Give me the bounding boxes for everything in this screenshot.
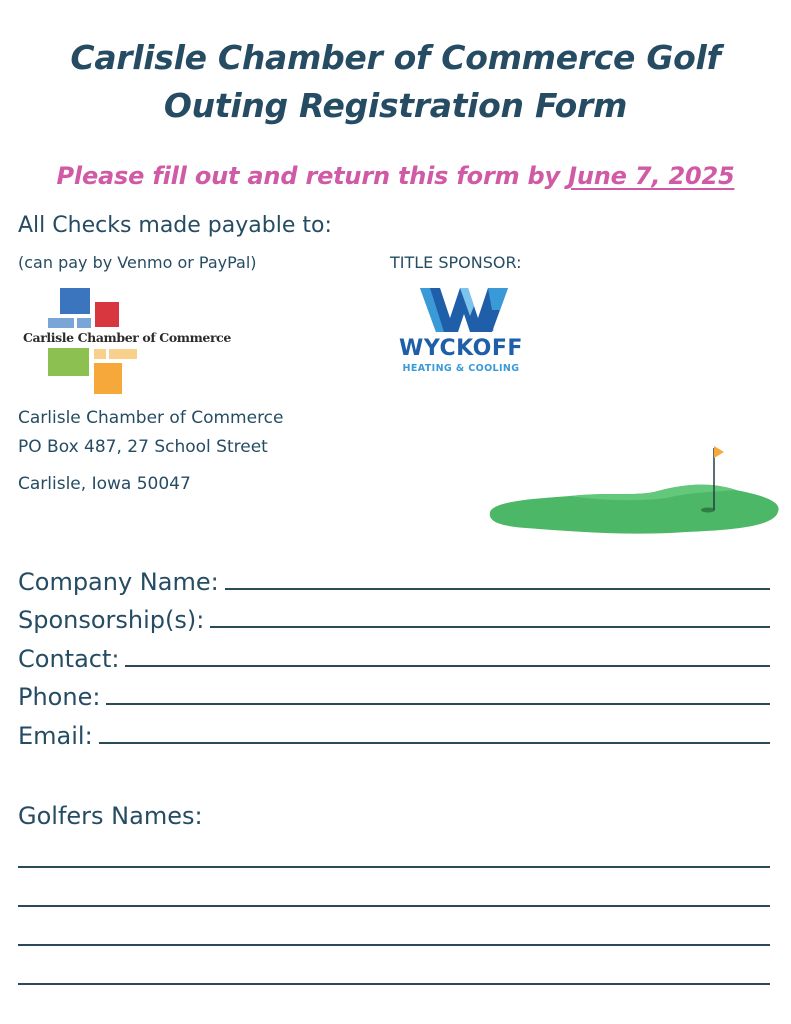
logo-block-peach-1	[94, 349, 106, 359]
title-line-1: Carlisle Chamber of Commerce Golf	[70, 38, 721, 77]
payment-methods-note: (can pay by Venmo or PayPal)	[18, 253, 257, 272]
wyckoff-w-icon	[396, 286, 531, 336]
address-line-2: PO Box 487, 27 School Street	[18, 437, 268, 457]
deadline-date: June 7, 2025	[568, 162, 735, 190]
title-sponsor-label: TITLE SPONSOR:	[390, 253, 522, 272]
form-title	[0, 34, 791, 130]
flag-icon	[714, 446, 724, 458]
putting-green	[490, 485, 779, 534]
email-label: Email:	[18, 722, 93, 750]
email-input-line[interactable]	[99, 742, 770, 744]
golfer-name-line-3[interactable]	[18, 944, 770, 946]
company-name-label: Company Name:	[18, 568, 219, 596]
phone-field[interactable]	[18, 677, 770, 711]
logo-block-red	[95, 302, 119, 327]
contact-label: Contact:	[18, 645, 120, 673]
phone-label: Phone:	[18, 683, 101, 711]
sponsor-tagline: HEATING & COOLING	[402, 363, 520, 374]
golf-hole-icon	[701, 508, 715, 513]
phone-input-line[interactable]	[106, 703, 770, 705]
golfer-name-line-1[interactable]	[18, 866, 770, 868]
title-line-2: Outing Registration Form	[163, 86, 628, 125]
logo-block-lightblue-2	[77, 318, 91, 328]
deadline-notice	[0, 162, 791, 190]
company-name-field[interactable]	[18, 562, 770, 596]
chamber-logo	[20, 286, 242, 396]
golfer-name-line-4[interactable]	[18, 983, 770, 985]
email-field[interactable]	[18, 716, 770, 750]
logo-block-lightblue-1	[48, 318, 74, 328]
sponsorships-label: Sponsorship(s):	[18, 606, 205, 634]
deadline-text: Please fill out and return this form by	[56, 162, 569, 190]
sponsorships-input-line[interactable]	[210, 626, 770, 628]
golfers-names-label: Golfers Names:	[18, 802, 203, 830]
wyckoff-logo	[396, 286, 531, 378]
sponsor-name: WYCKOFF	[399, 336, 523, 361]
company-name-input-line[interactable]	[225, 588, 770, 590]
trademark-mark: TM	[485, 326, 494, 333]
logo-block-orange	[94, 363, 122, 394]
logo-block-blue	[60, 288, 90, 314]
sponsorships-field[interactable]	[18, 600, 770, 634]
golf-green-illustration	[486, 440, 782, 536]
chamber-logo-text: Carlisle Chamber of Commerce	[23, 330, 231, 345]
address-line-1: Carlisle Chamber of Commerce	[18, 408, 284, 428]
logo-block-green	[48, 348, 89, 376]
logo-block-peach-2	[109, 349, 137, 359]
address-line-3: Carlisle, Iowa 50047	[18, 474, 191, 494]
contact-field[interactable]	[18, 639, 770, 673]
golfer-name-line-2[interactable]	[18, 905, 770, 907]
payable-heading: All Checks made payable to:	[18, 213, 332, 238]
contact-input-line[interactable]	[125, 665, 770, 667]
